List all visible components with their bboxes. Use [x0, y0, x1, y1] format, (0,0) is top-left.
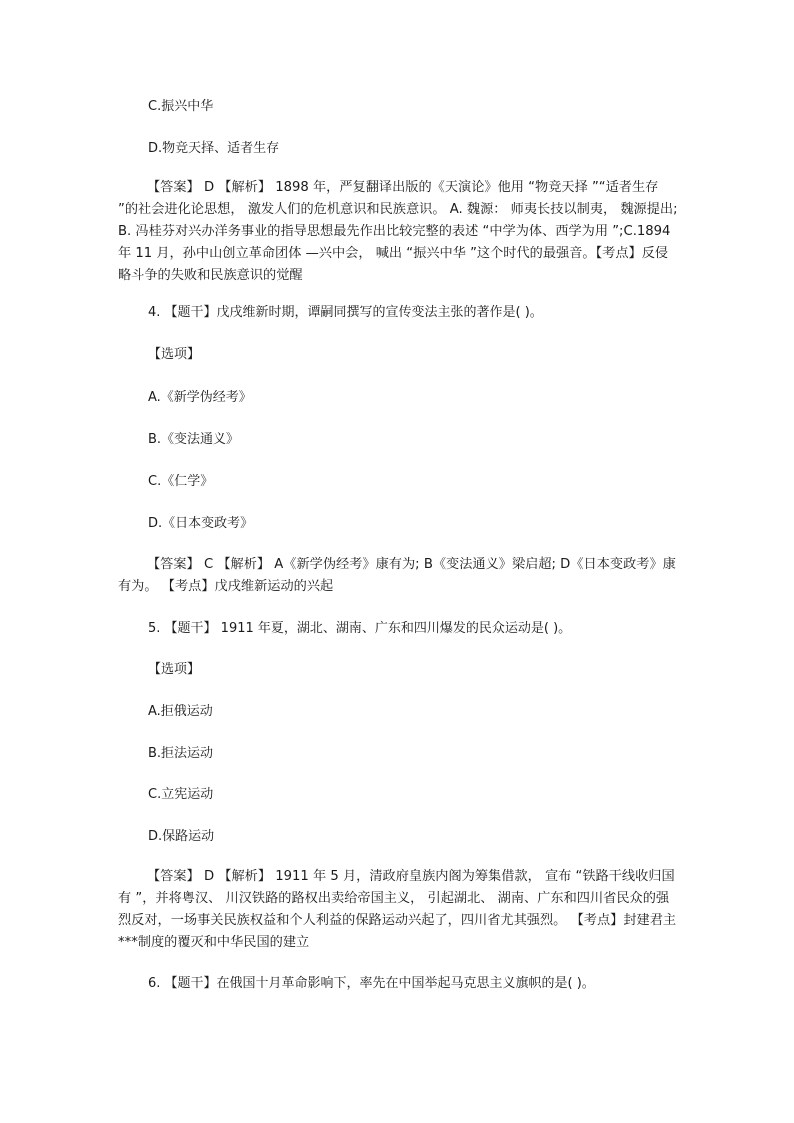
question-4-option-d: D.《日本变政考》: [148, 516, 254, 531]
answer-4-analysis: 【答案】 C 【解析】 A《新学伪经考》康有为; B《变法通义》梁启超; D《日本变政考》康有为。 【考点】戊戌维新运动的兴起: [118, 557, 676, 594]
question-5-option-a: A.拒俄运动: [148, 704, 213, 719]
question-6-stem: 6. 【题干】在俄国十月革命影响下，率先在中国举起马克思主义旗帜的是( )。: [148, 976, 595, 991]
option-c-zhenxing: C.振兴中华: [148, 99, 214, 114]
answer-3-analysis: 【答案】 D 【解析】 1898 年，严复翻译出版的《天演论》他用 “物竞天择 ”“适者生存 ”的社会进化论思想， 激发人们的危机意识和民族意识。 A. 魏源： 师夷长技以制夷， 魏源提出; B. 冯桂芬对兴办洋务事业的指导思想最先作出比较完整的表述 “中学为体、西学为用 ”;C.1894 年 11 月，孙中山创立革命团体 —兴中会， 喊出 “振兴中华 ”这个时代的最强音。【考点】反侵略斗争的失败和民族意识的觉醒: [118, 180, 678, 283]
question-5-option-d: D.保路运动: [148, 829, 215, 844]
question-5-stem: 5. 【题干】 1911 年夏，湖北、湖南、广东和四川爆发的民众运动是( )。: [148, 621, 572, 636]
question-4-option-a: A.《新学伪经考》: [148, 390, 252, 405]
answer-5-analysis: 【答案】 D 【解析】 1911 年 5 月，清政府皇族内阁为筹集借款， 宣布 “铁路干线收归国有 ”，并将粤汉、 川汉铁路的路权出卖给帝国主义， 引起湖北、 湖南、广东和四川省民众的强烈反对，一场事关民族权益和个人利益的保路运动兴起了，四川省尤其强烈。 【考点】封建君主***制度的覆灭和中华民国的建立: [118, 869, 677, 950]
option-d-wujing: D.物竞天择、适者生存: [148, 141, 280, 156]
question-4-option-c: C.《仁学》: [148, 474, 214, 489]
question-5-options-heading: 【选项】: [148, 662, 201, 677]
question-4-stem: 4. 【题干】戊戌维新时期，谭嗣同撰写的宣传变法主张的著作是( )。: [148, 305, 543, 320]
question-5-option-b: B.拒法运动: [148, 746, 214, 761]
question-4-options-heading: 【选项】: [148, 347, 201, 362]
question-4-option-b: B.《变法通义》: [148, 432, 240, 447]
question-5-option-c: C.立宪运动: [148, 787, 214, 802]
